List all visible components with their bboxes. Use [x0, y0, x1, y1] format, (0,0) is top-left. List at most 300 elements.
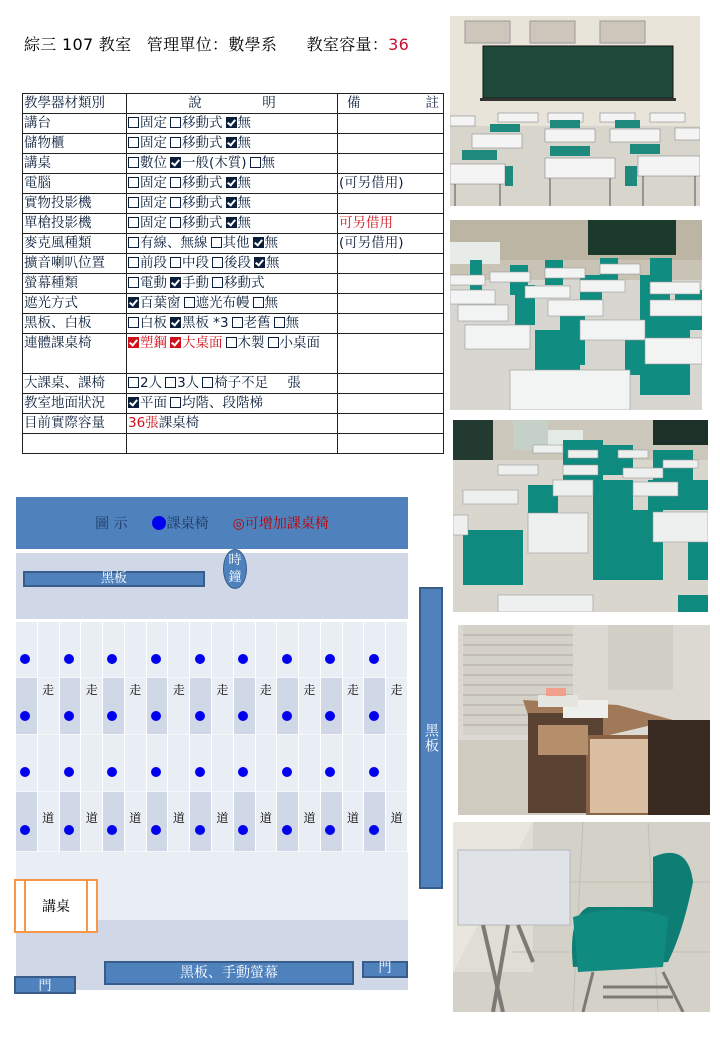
option-label: 大桌面 — [182, 335, 223, 351]
seat-cell — [190, 735, 211, 792]
aisle-cell — [125, 735, 146, 792]
seat-dot-icon — [369, 825, 379, 835]
option-label: 移動式 — [224, 275, 265, 291]
seat-cell — [277, 678, 298, 735]
aisle-label: 走 — [42, 683, 55, 697]
seat-dot-icon — [369, 711, 379, 721]
option — [128, 215, 167, 231]
row-options — [127, 214, 338, 234]
option-label: 遮光布幔 — [195, 295, 250, 311]
equipment-table — [22, 93, 444, 454]
option — [226, 215, 252, 231]
aisle-label: 走 — [303, 683, 316, 697]
seat-cell — [277, 792, 298, 852]
checkbox-checked-icon[interactable] — [128, 397, 139, 408]
row-options — [127, 314, 338, 334]
option-label: 無 — [266, 255, 280, 271]
seat-dot-icon — [282, 654, 292, 664]
aisle-label: 道 — [259, 811, 272, 825]
table-body — [23, 114, 444, 454]
addable-ring-icon: ◎ — [232, 516, 245, 532]
aisle-label: 道 — [216, 811, 229, 825]
option — [170, 315, 229, 331]
option-label: 無 — [237, 215, 251, 231]
checkbox-empty-icon[interactable] — [170, 397, 181, 408]
checkbox-empty-icon[interactable] — [268, 337, 279, 348]
seat-grid — [16, 622, 408, 852]
row-note — [338, 394, 444, 414]
seat-column — [16, 622, 37, 852]
checkbox-empty-icon[interactable] — [165, 377, 176, 388]
table-header-row — [23, 94, 444, 114]
option-label: 後段 — [224, 255, 251, 271]
seat-column — [234, 622, 255, 852]
option-label: 手動 — [182, 275, 209, 291]
checkbox-empty-icon[interactable] — [170, 137, 181, 148]
seat-cell — [321, 622, 342, 678]
checkbox-empty-icon[interactable] — [128, 317, 139, 328]
seat-dot-icon — [64, 767, 74, 777]
seat-column — [321, 622, 342, 852]
checkbox-empty-icon[interactable] — [128, 377, 139, 388]
checkbox-empty-icon[interactable] — [128, 137, 139, 148]
header-description — [127, 94, 338, 114]
seat-cell — [234, 792, 255, 852]
seat-cell — [60, 735, 81, 792]
capacity-value: 36 — [388, 35, 410, 54]
row-category: 大課桌、課椅 — [23, 374, 127, 394]
seat-dot-icon — [282, 711, 292, 721]
checkbox-empty-icon[interactable] — [250, 157, 261, 168]
option — [254, 255, 280, 271]
checkbox-empty-icon[interactable] — [184, 297, 195, 308]
aisle-cell — [299, 622, 320, 678]
seat-dot-icon — [20, 711, 30, 721]
seat-cell — [321, 735, 342, 792]
checkbox-checked-icon[interactable] — [226, 137, 237, 148]
checkbox-empty-icon[interactable] — [170, 217, 181, 228]
option-label: 移動式 — [182, 135, 223, 151]
aisle-cell — [386, 735, 407, 792]
checkbox-checked-icon[interactable] — [226, 217, 237, 228]
table-row — [23, 254, 444, 274]
aisle-column — [125, 622, 146, 852]
seat-cell — [277, 622, 298, 678]
seat-column — [147, 622, 168, 852]
row-note — [338, 194, 444, 214]
seat-column — [103, 622, 124, 852]
seat-cell — [16, 622, 37, 678]
blackboard-top: 黑板 — [23, 571, 205, 587]
seat-cell — [60, 792, 81, 852]
seat-dot-icon — [20, 767, 30, 777]
seat-dot-icon — [195, 825, 205, 835]
option — [268, 335, 321, 351]
option — [274, 315, 300, 331]
checkbox-checked-icon[interactable] — [170, 317, 181, 328]
aisle-label: 道 — [390, 811, 403, 825]
photo-desk-rows-angle — [453, 420, 708, 612]
seat-column — [277, 622, 298, 852]
option-label: 固定 — [140, 135, 167, 151]
option — [128, 395, 167, 411]
row-category: 擴音喇叭位置 — [23, 254, 127, 274]
aisle-label: 走 — [85, 683, 98, 697]
seat-dot-icon — [369, 767, 379, 777]
header-note-left: 備 — [347, 95, 361, 111]
table-row — [23, 434, 444, 454]
option — [128, 115, 167, 131]
floor-plan — [16, 497, 408, 994]
seat-dot-icon — [107, 825, 117, 835]
seat-cell — [103, 792, 124, 852]
photo-front-blackboard — [450, 16, 700, 206]
page-header — [24, 32, 409, 55]
aisle-label: 道 — [42, 811, 55, 825]
seat-cell — [16, 735, 37, 792]
checkbox-checked-icon[interactable] — [226, 197, 237, 208]
checkbox-empty-icon[interactable] — [128, 237, 139, 248]
option-label: 白板 — [140, 315, 167, 331]
seat-dot-icon — [238, 825, 248, 835]
checkbox-empty-icon[interactable] — [128, 117, 139, 128]
option-label: 老舊 — [243, 315, 271, 331]
checkbox-empty-icon[interactable] — [170, 117, 181, 128]
row-category: 黑板、白板 — [23, 314, 127, 334]
seat-dot-icon — [151, 711, 161, 721]
table-row — [23, 114, 444, 134]
checkbox-empty-icon[interactable] — [128, 277, 139, 288]
option — [170, 255, 209, 271]
seat-cell — [234, 678, 255, 735]
room-name: 綜三 107 教室 — [24, 35, 132, 54]
row-category: 螢幕種類 — [23, 274, 127, 294]
option-label: 無 — [264, 295, 278, 311]
row-options — [127, 254, 338, 274]
table-row — [23, 214, 444, 234]
checkbox-empty-icon[interactable] — [170, 177, 181, 188]
aisle-cell — [212, 622, 233, 678]
checkbox-checked-icon[interactable] — [226, 117, 237, 128]
aisle-column — [299, 622, 320, 852]
row-category: 教室地面狀況 — [23, 394, 127, 414]
door-left: 門 — [14, 976, 76, 994]
seat-cell — [190, 622, 211, 678]
checkbox-empty-icon[interactable] — [202, 377, 213, 388]
legend-seat — [152, 513, 209, 533]
seat-cell — [190, 792, 211, 852]
aisle-label: 走 — [216, 683, 229, 697]
seat-dot-icon — [195, 767, 205, 777]
seat-column — [60, 622, 81, 852]
row-category: 麥克風種類 — [23, 234, 127, 254]
option — [253, 235, 279, 251]
option-label: 前段 — [140, 255, 167, 271]
table-row — [23, 394, 444, 414]
option-label: 無 — [264, 235, 278, 251]
option — [170, 275, 209, 291]
aisle-cell — [38, 735, 59, 792]
row-category: 遮光方式 — [23, 294, 127, 314]
legend-title: 圖 示 — [95, 516, 128, 532]
checkbox-empty-icon[interactable] — [128, 197, 139, 208]
legend-addable — [233, 513, 329, 533]
option — [226, 175, 252, 191]
seat-cell — [16, 792, 37, 852]
option-label: 無 — [237, 175, 251, 191]
legend-seat-label: 課桌椅 — [166, 516, 209, 532]
seat-dot-icon — [325, 767, 335, 777]
option-label: 固定 — [140, 195, 167, 211]
aisle-label: 走 — [390, 683, 403, 697]
seat-dot-icon — [151, 767, 161, 777]
seat-cell — [364, 792, 385, 852]
table-row — [23, 234, 444, 254]
row-note — [338, 274, 444, 294]
row-note — [338, 154, 444, 174]
option — [128, 195, 167, 211]
row-options — [127, 414, 338, 434]
checkbox-checked-icon[interactable] — [253, 237, 264, 248]
door-right: 門 — [362, 961, 408, 978]
aisle-column — [343, 622, 364, 852]
option — [128, 275, 167, 291]
option-label: 3人 — [177, 375, 200, 391]
aisle-column — [212, 622, 233, 852]
option — [226, 135, 252, 151]
table-row — [23, 134, 444, 154]
photo-lectern — [458, 625, 710, 815]
option — [232, 315, 271, 331]
checkbox-empty-icon[interactable] — [128, 257, 139, 268]
checkbox-empty-icon[interactable] — [128, 217, 139, 228]
row-note — [338, 254, 444, 274]
legend-addable-label: 可增加課桌椅 — [244, 516, 329, 532]
aisle-cell — [125, 622, 146, 678]
row-note — [338, 374, 444, 394]
option-label: 黑板 *3 — [182, 315, 229, 331]
row-category: 目前實際容量 — [23, 414, 127, 434]
aisle-column — [38, 622, 59, 852]
aisle-column — [81, 622, 102, 852]
seat-cell — [321, 678, 342, 735]
blackboard-screen-bottom: 黑板、手動螢幕 — [104, 961, 354, 985]
checkbox-empty-icon[interactable] — [274, 317, 285, 328]
row-options — [127, 194, 338, 214]
option-label: 平面 — [140, 395, 167, 411]
table-row — [23, 414, 444, 434]
blackboard-side: 黑板 — [419, 587, 443, 889]
aisle-cell — [38, 622, 59, 678]
seat-cell — [16, 678, 37, 735]
row-category: 講台 — [23, 114, 127, 134]
row-options — [127, 134, 338, 154]
header-note — [338, 94, 444, 114]
row-note — [338, 434, 444, 454]
header-desc-right: 明 — [262, 95, 276, 111]
option-label: 固定 — [140, 115, 167, 131]
seat-cell — [147, 678, 168, 735]
row-note — [338, 414, 444, 434]
option-label: 移動式 — [182, 115, 223, 131]
row-note: (可另借用) — [338, 234, 444, 254]
seat-dot-icon — [20, 825, 30, 835]
seat-cell — [277, 735, 298, 792]
row-category: 電腦 — [23, 174, 127, 194]
row-options — [127, 374, 338, 394]
option — [212, 275, 265, 291]
checkbox-empty-icon[interactable] — [211, 237, 222, 248]
option-label: 2人 — [140, 375, 163, 391]
checkbox-checked-icon[interactable] — [170, 337, 181, 348]
row-options — [127, 394, 338, 414]
seat-cell — [60, 678, 81, 735]
aisle-cell — [386, 622, 407, 678]
seat-cell — [103, 735, 124, 792]
checkbox-empty-icon[interactable] — [170, 257, 181, 268]
option-label: 中段 — [182, 255, 209, 271]
option — [250, 155, 276, 171]
option — [128, 295, 181, 311]
option — [211, 235, 250, 251]
row-options — [127, 154, 338, 174]
photo-desk-chair — [453, 822, 710, 1012]
checkbox-empty-icon[interactable] — [128, 157, 139, 168]
checkbox-checked-icon[interactable] — [128, 297, 139, 308]
capacity-count: 36張 — [128, 415, 159, 431]
row-category: 儲物櫃 — [23, 134, 127, 154]
option-label: 無 — [237, 135, 251, 151]
option — [170, 175, 223, 191]
row-note: 可另借用 — [338, 214, 444, 234]
checkbox-checked-icon[interactable] — [170, 277, 181, 288]
row-note — [338, 314, 444, 334]
row-options — [127, 174, 338, 194]
row-options — [127, 274, 338, 294]
lectern: 講桌 — [14, 879, 98, 933]
row-category: 連體課桌椅 — [23, 334, 127, 374]
seat-dot-icon — [325, 711, 335, 721]
checkbox-empty-icon[interactable] — [226, 337, 237, 348]
aisle-cell — [212, 735, 233, 792]
option-label: 均階、段階梯 — [182, 395, 263, 411]
seat-cell — [190, 678, 211, 735]
row-options — [127, 234, 338, 254]
checkbox-checked-icon[interactable] — [254, 257, 265, 268]
seat-cell — [103, 622, 124, 678]
aisle-cell — [81, 735, 102, 792]
seat-cell — [364, 678, 385, 735]
seat-cell — [234, 622, 255, 678]
row-options — [127, 434, 338, 454]
seat-cell — [147, 735, 168, 792]
seat-dot-icon — [107, 767, 117, 777]
option — [226, 195, 252, 211]
checkbox-checked-icon[interactable] — [226, 177, 237, 188]
seat-dot-icon — [64, 654, 74, 664]
row-note — [338, 134, 444, 154]
option-label: 移動式 — [182, 195, 223, 211]
seat-cell — [364, 735, 385, 792]
option — [170, 115, 223, 131]
option — [128, 315, 167, 331]
option-label: 無 — [285, 315, 300, 331]
aisle-label: 道 — [347, 811, 360, 825]
checkbox-checked-icon[interactable] — [128, 337, 139, 348]
seat-cell — [234, 735, 255, 792]
aisle-cell — [256, 735, 277, 792]
aisle-label: 走 — [347, 683, 360, 697]
row-note — [338, 334, 444, 374]
unit-value: 數學系 — [228, 35, 278, 54]
option — [170, 215, 223, 231]
aisle-label: 道 — [129, 811, 142, 825]
seat-dot-icon — [20, 654, 30, 664]
option-label: 百葉窗 — [140, 295, 181, 311]
front-area — [16, 553, 408, 619]
seat-dot-icon — [151, 825, 161, 835]
option — [202, 375, 268, 391]
checkbox-empty-icon[interactable] — [212, 277, 223, 288]
checkbox-empty-icon[interactable] — [232, 317, 243, 328]
seat-cell — [364, 622, 385, 678]
checkbox-checked-icon[interactable] — [170, 157, 181, 168]
option — [170, 395, 263, 411]
seat-dot-icon — [64, 825, 74, 835]
option-label: 移動式 — [182, 175, 223, 191]
seat-dot-icon — [282, 825, 292, 835]
table-row — [23, 274, 444, 294]
seat-cell — [147, 622, 168, 678]
aisle-cell — [343, 622, 364, 678]
row-category: 實物投影機 — [23, 194, 127, 214]
row-category — [23, 434, 127, 454]
checkbox-empty-icon[interactable] — [128, 177, 139, 188]
seat-dot-icon — [325, 825, 335, 835]
checkbox-empty-icon[interactable] — [253, 297, 264, 308]
clock-icon — [223, 549, 247, 589]
option — [128, 335, 167, 351]
option — [170, 195, 223, 211]
checkbox-empty-icon[interactable] — [212, 257, 223, 268]
seat-dot-icon — [369, 654, 379, 664]
table-row — [23, 294, 444, 314]
seat-cell — [103, 678, 124, 735]
seat-dot-icon — [107, 654, 117, 664]
seat-dot-icon — [195, 654, 205, 664]
table-row — [23, 314, 444, 334]
option — [128, 375, 162, 391]
row-options — [127, 114, 338, 134]
seat-dot-icon — [107, 711, 117, 721]
photo-desk-rows — [450, 220, 702, 410]
aisle-label: 走 — [259, 683, 272, 697]
seat-column — [190, 622, 211, 852]
aisle-cell — [168, 622, 189, 678]
option-label: 固定 — [140, 175, 167, 191]
seat-dot-icon — [238, 711, 248, 721]
checkbox-empty-icon[interactable] — [170, 197, 181, 208]
aisle-cell — [299, 735, 320, 792]
aisle-cell — [168, 735, 189, 792]
aisle-label: 走 — [172, 683, 185, 697]
seat-dot-icon — [64, 711, 74, 721]
unit-label: 管理單位： — [146, 35, 229, 54]
option-label: 其他 — [222, 235, 250, 251]
aisle-column — [168, 622, 189, 852]
aisle-column — [256, 622, 277, 852]
seat-dot-icon — [238, 767, 248, 777]
